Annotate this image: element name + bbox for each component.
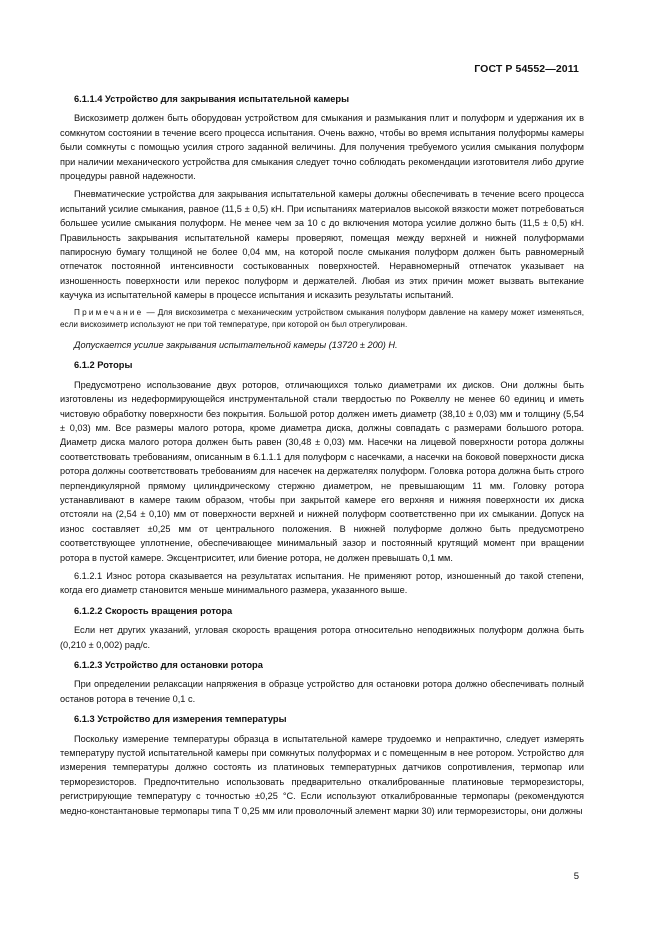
paragraph: Предусмотрено использование двух роторов, отличающихся только диаметрами их дисков. Они должны быть изготовлены из недеформирующейся инструментальной стали твердостью по Роквеллу не менее 60 единиц и иметь чистовую обработку поверхности без покрытия. Большой ротор должен иметь диаметр (38,10 ± 0,03) мм и толщину (5,54 ± 0,03) мм. Все размеры малого ротора, кроме диаметра диска, должны совпадать с размерами большого ротора. Диаметр диска малого ротора должен быть равен (30,48 ± 0,03) мм. Насечки на лицевой поверхности ротора должны соответствовать требованиям, описанным в 6.1.1.1 для полуформ с насечками, а насечки на боковой поверхности диска ротора должны соответствовать требованиям для насечек на держателях полуформ. Головка ротора должна быть строго перпендикулярной прямому цилиндрическому стержню диаметром, не превышающим 11 мм. Головку ротора устанавливают в камере таким образом, чтобы при закрытой камере его верхняя и нижняя поверхности их диска отстояли на (2,54 ± 0,10) мм от поверхности верхней и нижней полуформ соответственно при их смыкании. Допуск на износ составляет ±0,25 мм от центрального положения. В нижней полуформе должно быть предусмотрено соответствующее уплотнение, обеспечивающее минимальный зазор и постоянный крутящий момент при вращении ротора в пустой камере. Эксцентриситет, или биение ротора, не должен превышать 0,1 мм.: [60, 379, 584, 563]
document-code: ГОСТ Р 54552—2011: [474, 63, 579, 75]
paragraph: Пневматические устройства для закрывания испытательной камеры должны обеспечивать в течение всего процесса испытаний усилие смыкания, равное (11,5 ± 0,5) кН. При испытаниях материалов высокой вязкости может потребоваться большее усилие смыкания полуформ. Не менее чем за 10 с до включения мотора усилие должно быть (11,5 ± 0,5) кН. Правильность закрывания испытательной камеры проверяют, помещая между верхней и нижней полуформами папиросную бумагу толщиной не более 0,04 мм, на которой после смыкания полуформ должен быть равномерный отпечаток постоянной интенсивности состыкованных поверхностей. Неравномерный отпечаток указывает на изношенность поверхности или перекос полуформ и держателей. Любая из этих причин может вызвать вытекание каучука из испытательной камеры в процессе испытания и исказить результаты испытаний.: [60, 189, 584, 301]
heading-6-1-2-2: 6.1.2.2 Скорость вращения ротора: [74, 605, 233, 616]
document-body: [60, 92, 584, 822]
note-label: Примечание: [74, 307, 144, 317]
paragraph: Поскольку измерение температуры образца в испытательной камере трудоемко и непрактично, следует измерять температуру пустой испытательной камеры при сомкнутых полуформах и с помещенным в нее ротором. Устройство для измерения температуры должно состоять из платиновых температурных датчиков сопротивления, термопар или терморезисторов. Предпочтительно использовать предварительно откалиброванные платиновые терморезисторы, регистрирующие температуру с точностью ±0,25 °С. Если используют откалиброванные термопары (рекомендуются медно-константановые термопары типа Т 0,25 мм или проволочный элемент марки 30) или терморезисторы, они должны: [60, 733, 584, 816]
heading-6-1-1-4: 6.1.1.4 Устройство для закрывания испытательной камеры: [74, 94, 350, 104]
allowed-force-note: Допускается усилие закрывания испытательной камеры (13720 ± 200) Н.: [74, 339, 398, 350]
heading-6-1-2-3: 6.1.2.3 Устройство для остановки ротора: [74, 660, 263, 670]
paragraph: 6.1.2.1 Износ ротора сказывается на результатах испытания. Не применяют ротор, изношенный до такой степени, когда его диаметр становится меньше минимального размера, указанного выше.: [60, 570, 584, 596]
heading-6-1-3: 6.1.3 Устройство для измерения температуры: [74, 714, 287, 725]
note: [60, 307, 584, 332]
page-number: 5: [573, 871, 579, 882]
note-text: — Для вискозиметра с механическим устройством смыкания полуформ давление на камеру может изменяться, если вискозиметр используют не при той температуре, при которой он был отрегулирован.: [60, 307, 584, 330]
paragraph: При определении релаксации напряжения в образце устройство для остановки ротора должно обеспечивать полный останов ротора в течение 0,1 с.: [60, 679, 584, 704]
heading-6-1-2: 6.1.2 Роторы: [74, 360, 133, 371]
paragraph: Вискозиметр должен быть оборудован устройством для смыкания и размыкания плит и полуформ и удержания их в сомкнутом состоянии в течение всего процесса испытания. Очень важно, чтобы во время испытания полуформы камеры были сомкнуты с помощью усилия строго заданной величины. Для получения требуемого усилия смыкания полуформ при наличии механического устройства для смыкания следует точно соблюдать рекомендации изготовителя либо другие процедуры равной надежности.: [60, 113, 584, 182]
paragraph: Если нет других указаний, угловая скорость вращения ротора относительно неподвижных полуформ должна быть (0,210 ± 0,002) рад/с.: [60, 625, 584, 650]
